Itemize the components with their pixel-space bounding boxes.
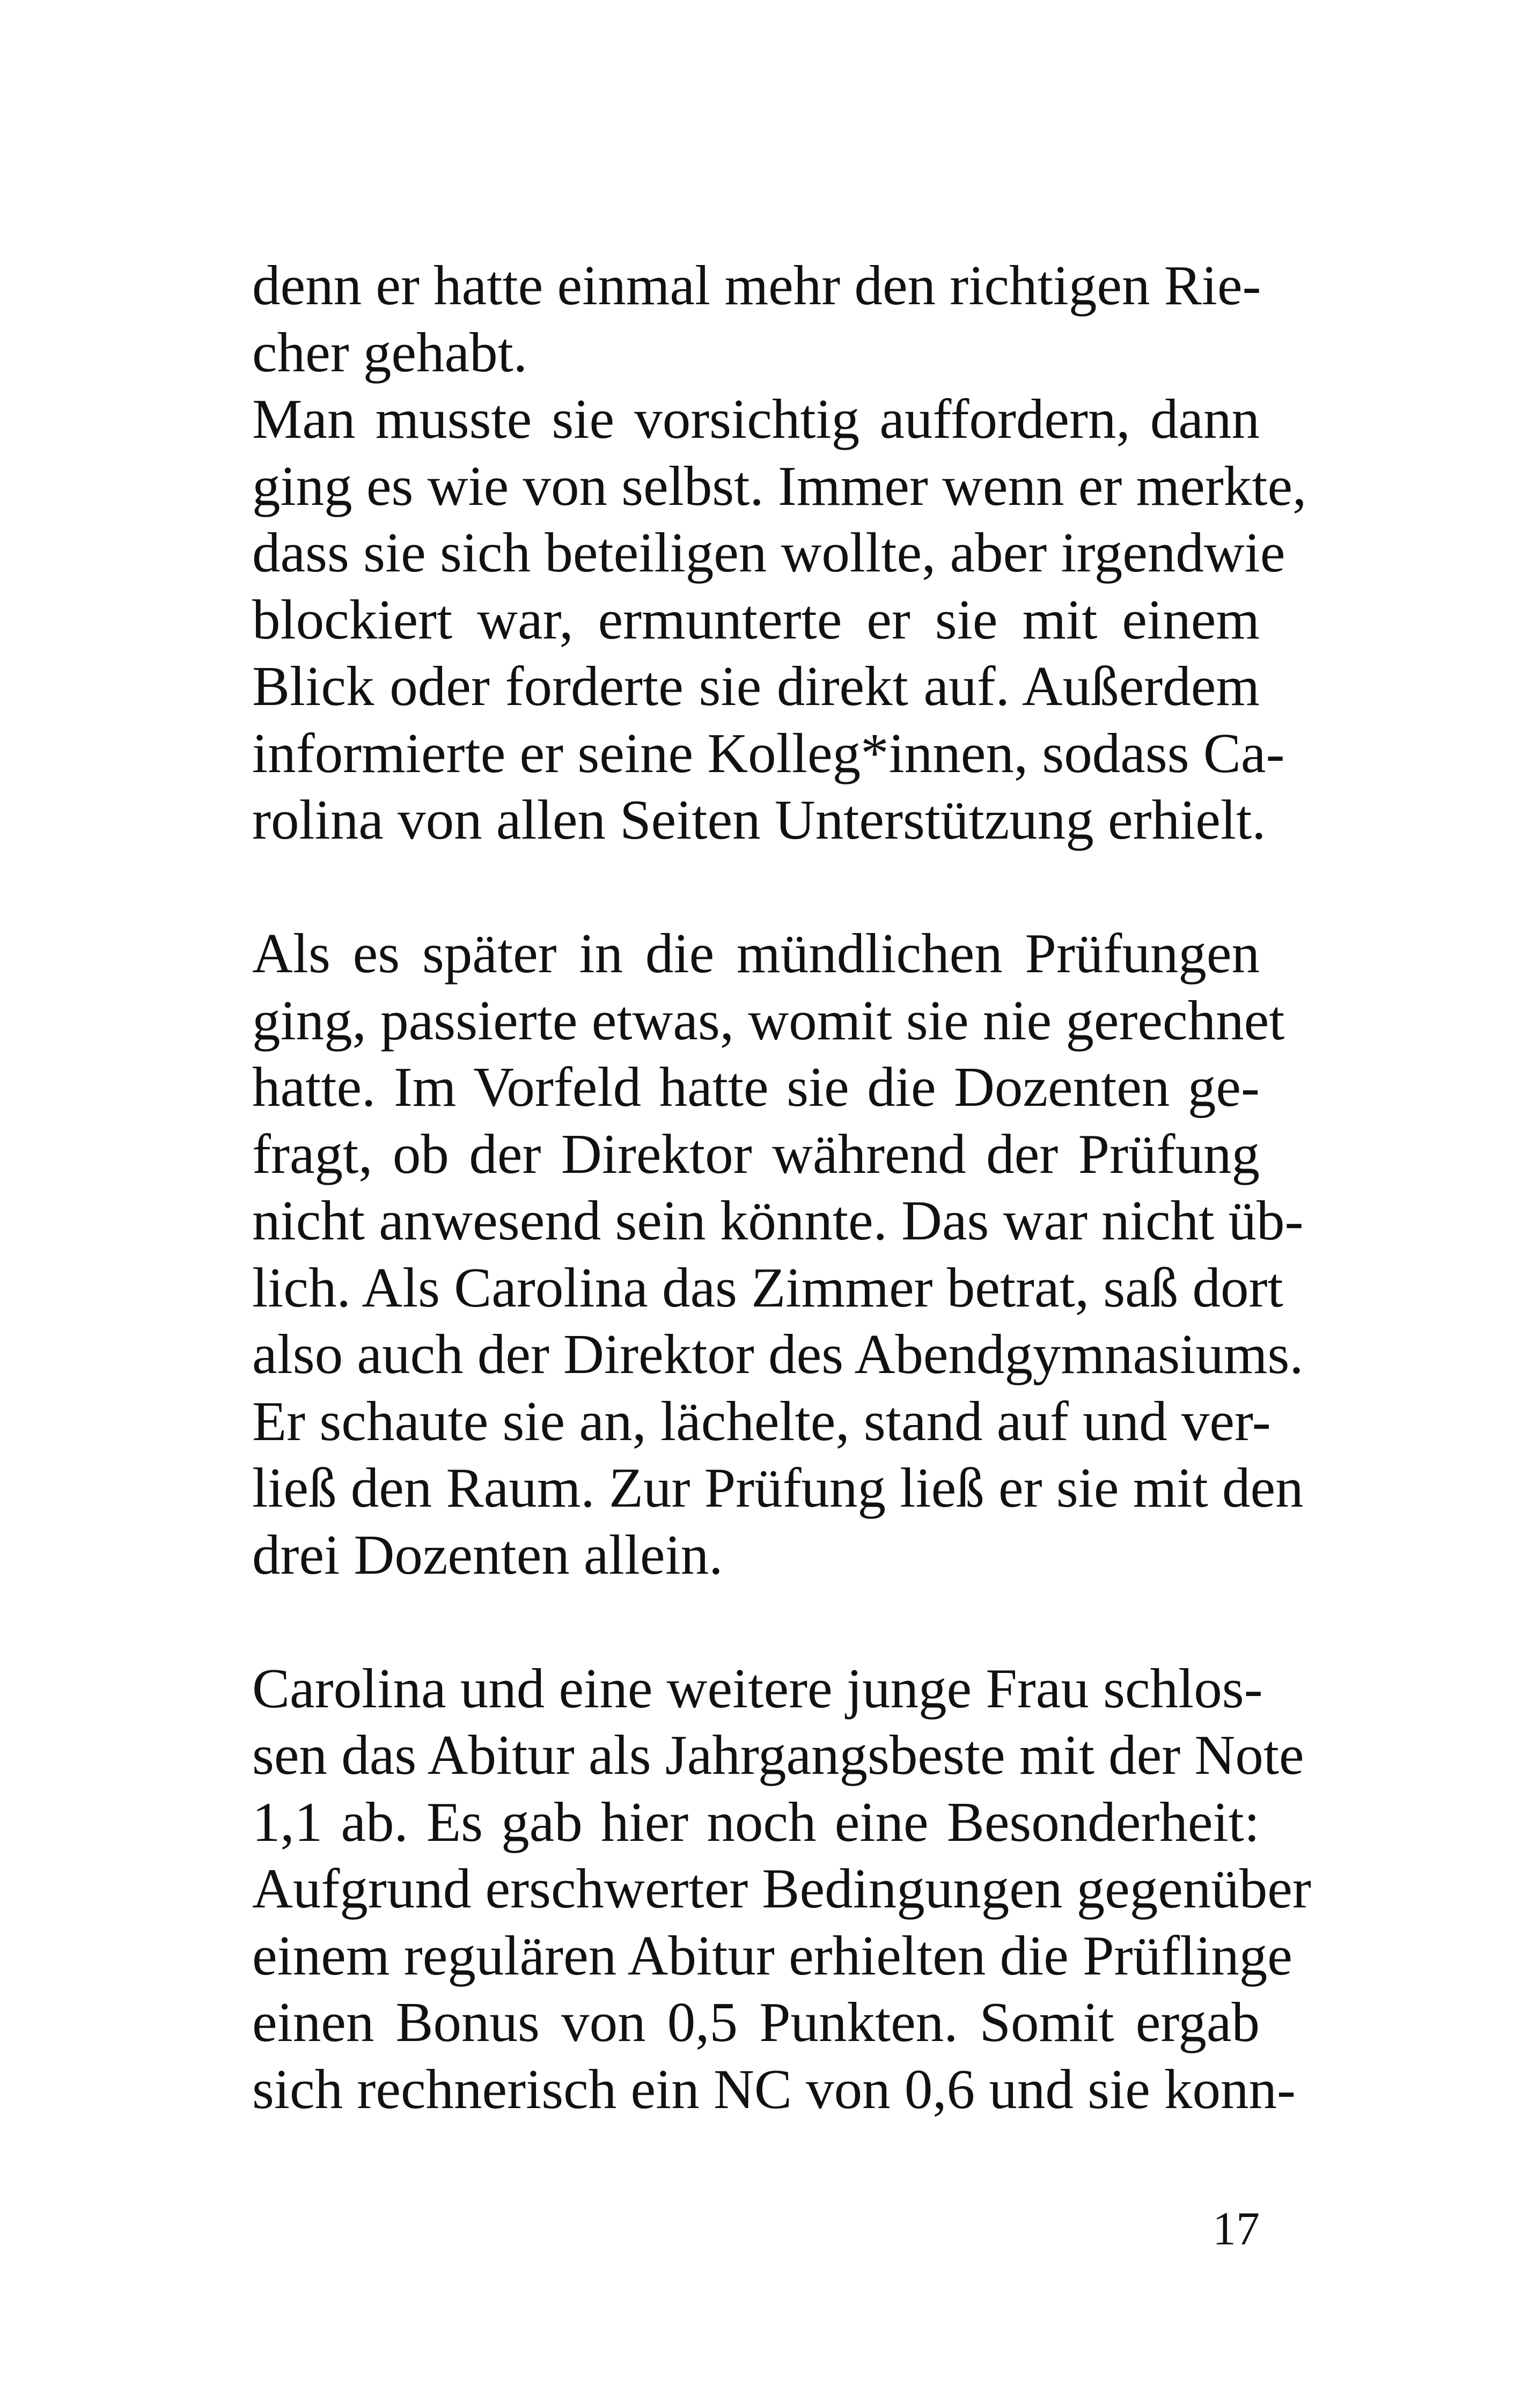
paragraph-4 xyxy=(252,1655,1311,2123)
paragraph-2 xyxy=(252,386,1307,854)
text-line: rolina von allen Seiten Unterstützung erhielt. xyxy=(252,788,1266,851)
text-line: ging es wie von selbst. Immer wenn er merkte, xyxy=(252,454,1307,517)
text-line: fragt, ob der Direktor während der Prüfung xyxy=(252,1122,1260,1185)
paragraph-3 xyxy=(252,920,1304,1588)
text-line: ließ den Raum. Zur Prüfung ließ er sie mit den xyxy=(252,1456,1304,1519)
page-number: 17 xyxy=(1213,2203,1260,2255)
text-line: 1,1 ab. Es gab hier noch eine Besonderheit: xyxy=(252,1790,1260,1853)
text-line: hatte. Im Vorfeld hatte sie die Dozenten ge- xyxy=(252,1055,1260,1118)
text-line: sen das Abitur als Jahrgangsbeste mit der Note xyxy=(252,1723,1304,1786)
text-line: Aufgrund erschwerter Bedingungen gegenüber xyxy=(252,1857,1311,1920)
text-line: dass sie sich beteiligen wollte, aber irgendwie xyxy=(252,521,1285,584)
text-line: lich. Als Carolina das Zimmer betrat, saß dort xyxy=(252,1256,1283,1319)
body-text xyxy=(252,252,1311,2123)
text-line: Man musste sie vorsichtig auffordern, dann xyxy=(252,387,1260,450)
text-line: blockiert war, ermunterte er sie mit einem xyxy=(252,588,1260,651)
text-line: einen Bonus von 0,5 Punkten. Somit ergab xyxy=(252,1991,1260,2053)
text-line: Als es später in die mündlichen Prüfungen xyxy=(252,922,1260,985)
text-line: Carolina und eine weitere junge Frau schlos- xyxy=(252,1656,1263,1720)
text-line: sich rechnerisch ein NC von 0,6 und sie konn- xyxy=(252,2057,1296,2120)
text-line: drei Dozenten allein. xyxy=(252,1523,723,1586)
text-line: Blick oder forderte sie direkt auf. Außerdem xyxy=(252,655,1260,717)
text-line: denn er hatte einmal mehr den richtigen Rie- xyxy=(252,254,1261,317)
paragraph-1 xyxy=(252,252,1260,386)
text-line: informierte er seine Kolleg*innen, sodass Ca- xyxy=(252,721,1285,784)
text-line: Er schaute sie an, lächelte, stand auf und ver- xyxy=(252,1389,1271,1452)
text-line: einem regulären Abitur erhielten die Prüflinge xyxy=(252,1924,1292,1987)
text-line: nicht anwesend sein könnte. Das war nicht üb- xyxy=(252,1189,1304,1252)
text-line: also auch der Direktor des Abendgymnasiums. xyxy=(252,1323,1304,1385)
text-line: cher gehabt. xyxy=(252,320,528,384)
text-line: ging, passierte etwas, womit sie nie gerechnet xyxy=(252,988,1285,1052)
